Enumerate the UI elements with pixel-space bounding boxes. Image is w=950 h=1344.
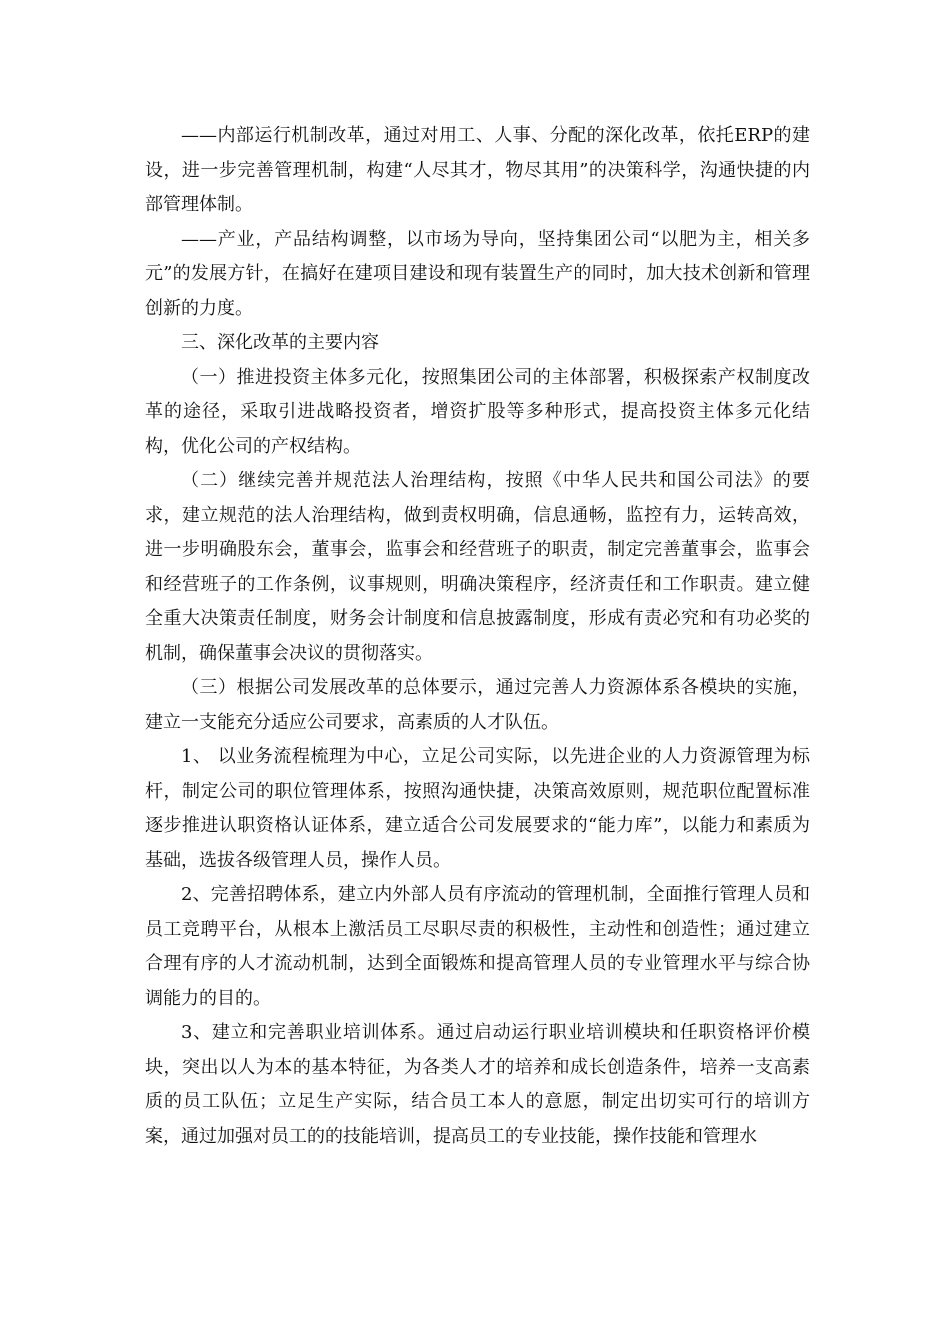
paragraph-item-3-human-resources: （三）根据公司发展改革的总体要示，通过完善人力资源体系各模块的实施，建立一支能充分适应公司要求，高素质的人才队伍。: [145, 677, 810, 733]
document-body: [145, 119, 810, 1154]
paragraph-subitem-2-recruitment: 2、完善招聘体系，建立内外部人员有序流动的管理机制，全面推行管理人员和员工竞聘平台，从根本上激活员工尽职尽责的积极性，主动性和创造性；通过建立合理有序的人才流动机制，达到全面锻炼和提高管理人员的专业管理水平与综合协调能力的目的。: [145, 884, 810, 1009]
paragraph-subitem-1-position-management: 1、 以业务流程梳理为中心，立足公司实际，以先进企业的人力资源管理为标杆，制定公司的职位管理体系，按照沟通快捷，决策高效原则，规范职位配置标准逐步推进认职资格认证体系，建立适合公司发展要求的“能力库”，以能力和素质为基础，选拔各级管理人员，操作人员。: [145, 746, 810, 871]
paragraph-item-2-corporate-governance: （二）继续完善并规范法人治理结构，按照《中华人民共和国公司法》的要求，建立规范的法人治理结构，做到责权明确，信息通畅，监控有力，运转高效，进一步明确股东会，董事会，监事会和经营班子的职责，制定完善董事会，监事会和经营班子的工作条例，议事规则，明确决策程序，经济责任和工作职责。建立健全重大决策责任制度，财务会计制度和信息披露制度，形成有责必究和有功必奖的机制，确保董事会决议的贯彻落实。: [145, 470, 810, 664]
section-heading-main-content: 三、深化改革的主要内容: [181, 332, 379, 353]
paragraph-internal-mechanism-reform: ——内部运行机制改革，通过对用工、人事、分配的深化改革，依托ERP的建设，进一步完善管理机制，构建“人尽其才，物尽其用”的决策科学，沟通快捷的内部管理体制。: [145, 125, 810, 215]
paragraph-item-1-investment-diversification: （一）推进投资主体多元化，按照集团公司的主体部署，积极探索产权制度改革的途径，采取引进战略投资者，增资扩股等多种形式，提高投资主体多元化结构，优化公司的产权结构。: [145, 366, 810, 457]
paragraph-industry-structure-adjustment: ——产业，产品结构调整，以市场为导向，坚持集团公司“以肥为主，相关多元”的发展方针，在搞好在建项目建设和现有装置生产的同时，加大技术创新和管理创新的力度。: [145, 228, 810, 319]
paragraph-subitem-3-training: 3、建立和完善职业培训体系。通过启动运行职业培训模块和任职资格评价模块，突出以人为本的基本特征，为各类人才的培养和成长创造条件，培养一支高素质的员工队伍；立足生产实际，结合员工本人的意愿，制定出切实可行的培训方案，通过加强对员工的的技能培训，提高员工的专业技能，操作技能和管理水: [145, 1022, 810, 1147]
